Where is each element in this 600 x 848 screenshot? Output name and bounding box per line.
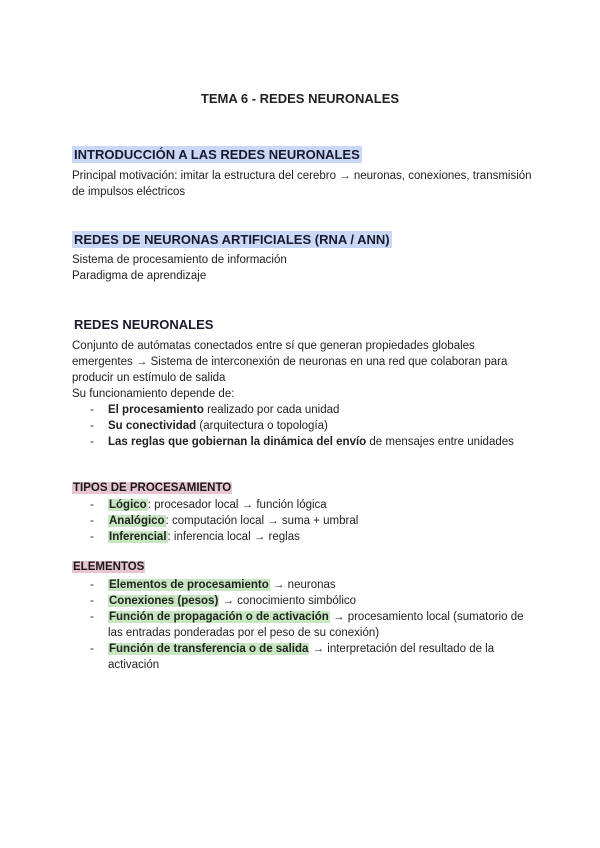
item-highlight: Elementos de procesamiento: [109, 579, 269, 591]
list-item: [72, 577, 532, 593]
list-item: [72, 641, 532, 673]
page-title: TEMA 6 - REDES NEURONALES: [200, 91, 400, 106]
item-highlight: Lógico: [109, 499, 147, 511]
list-item: [72, 418, 532, 434]
list-item: [72, 513, 532, 529]
list-item: [72, 609, 532, 641]
redes-text: Conjunto de autómatas conectados entre sí que generan propiedades globales emergentes → Sistema de interconexión de neuronas en una red que colaboran para producir un estímulo de salida: [72, 340, 508, 384]
bullet-dash: -: [90, 643, 94, 655]
item-text: → interpretación del resultado de la activación: [108, 643, 495, 671]
heading-rna: REDES DE NEURONAS ARTIFICIALES (RNA / ANN): [74, 232, 390, 247]
intro-text: Principal motivación: imitar la estructura del cerebro → neuronas, conexiones, transmisión de impulsos eléctricos: [72, 170, 532, 198]
rna-line-1: Sistema de procesamiento de información: [72, 254, 287, 266]
item-text: : inferencia local → reglas: [167, 531, 300, 543]
item-text: : computación local → suma + umbral: [165, 515, 359, 527]
heading-introduccion: INTRODUCCIÓN A LAS REDES NEURONALES: [74, 147, 360, 162]
list-item: [72, 497, 532, 513]
item-text: → conocimiento simbólico: [219, 595, 357, 607]
heading-elementos: ELEMENTOS: [73, 561, 145, 573]
bullet-dash: -: [90, 436, 94, 448]
item-bold: El procesamiento: [108, 404, 204, 416]
bullet-dash: -: [90, 499, 94, 511]
item-bold: Las reglas que gobiernan la dinámica del envío: [108, 436, 367, 448]
bullet-dash: -: [90, 611, 94, 623]
tipos-list: [72, 497, 532, 545]
redes-list: [72, 402, 532, 450]
list-item: [72, 434, 532, 450]
item-text: de mensajes entre unidades: [366, 436, 514, 448]
list-item: [72, 402, 532, 418]
bullet-dash: -: [90, 404, 94, 416]
rna-line-2: Paradigma de aprendizaje: [72, 270, 207, 282]
elementos-list: [72, 577, 532, 673]
item-highlight: Analógico: [109, 515, 165, 527]
item-highlight: Función de transferencia o de salida: [109, 643, 309, 655]
list-item: [72, 593, 532, 609]
bullet-dash: -: [90, 515, 94, 527]
item-bold: Su conectividad: [108, 420, 197, 432]
item-text: : procesador local → función lógica: [147, 499, 327, 511]
item-text: (arquitectura o topología): [196, 420, 328, 432]
item-highlight: Conexiones (pesos): [109, 595, 219, 607]
item-text: → procesamiento local (sumatorio de las entradas ponderadas por el peso de su conexión): [108, 611, 524, 639]
bullet-dash: -: [90, 579, 94, 591]
heading-tipos-procesamiento: TIPOS DE PROCESAMIENTO: [73, 482, 232, 494]
heading-redes-neuronales: REDES NEURONALES: [74, 317, 214, 332]
bullet-dash: -: [90, 420, 94, 432]
item-highlight: Inferencial: [109, 531, 167, 543]
list-item: [72, 529, 532, 545]
item-text: → neuronas: [269, 579, 336, 591]
bullet-dash: -: [90, 531, 94, 543]
redes-depends: Su funcionamiento depende de:: [72, 388, 235, 400]
item-highlight: Función de propagación o de activación: [109, 611, 329, 623]
bullet-dash: -: [90, 595, 94, 607]
item-text: realizado por cada unidad: [203, 404, 340, 416]
